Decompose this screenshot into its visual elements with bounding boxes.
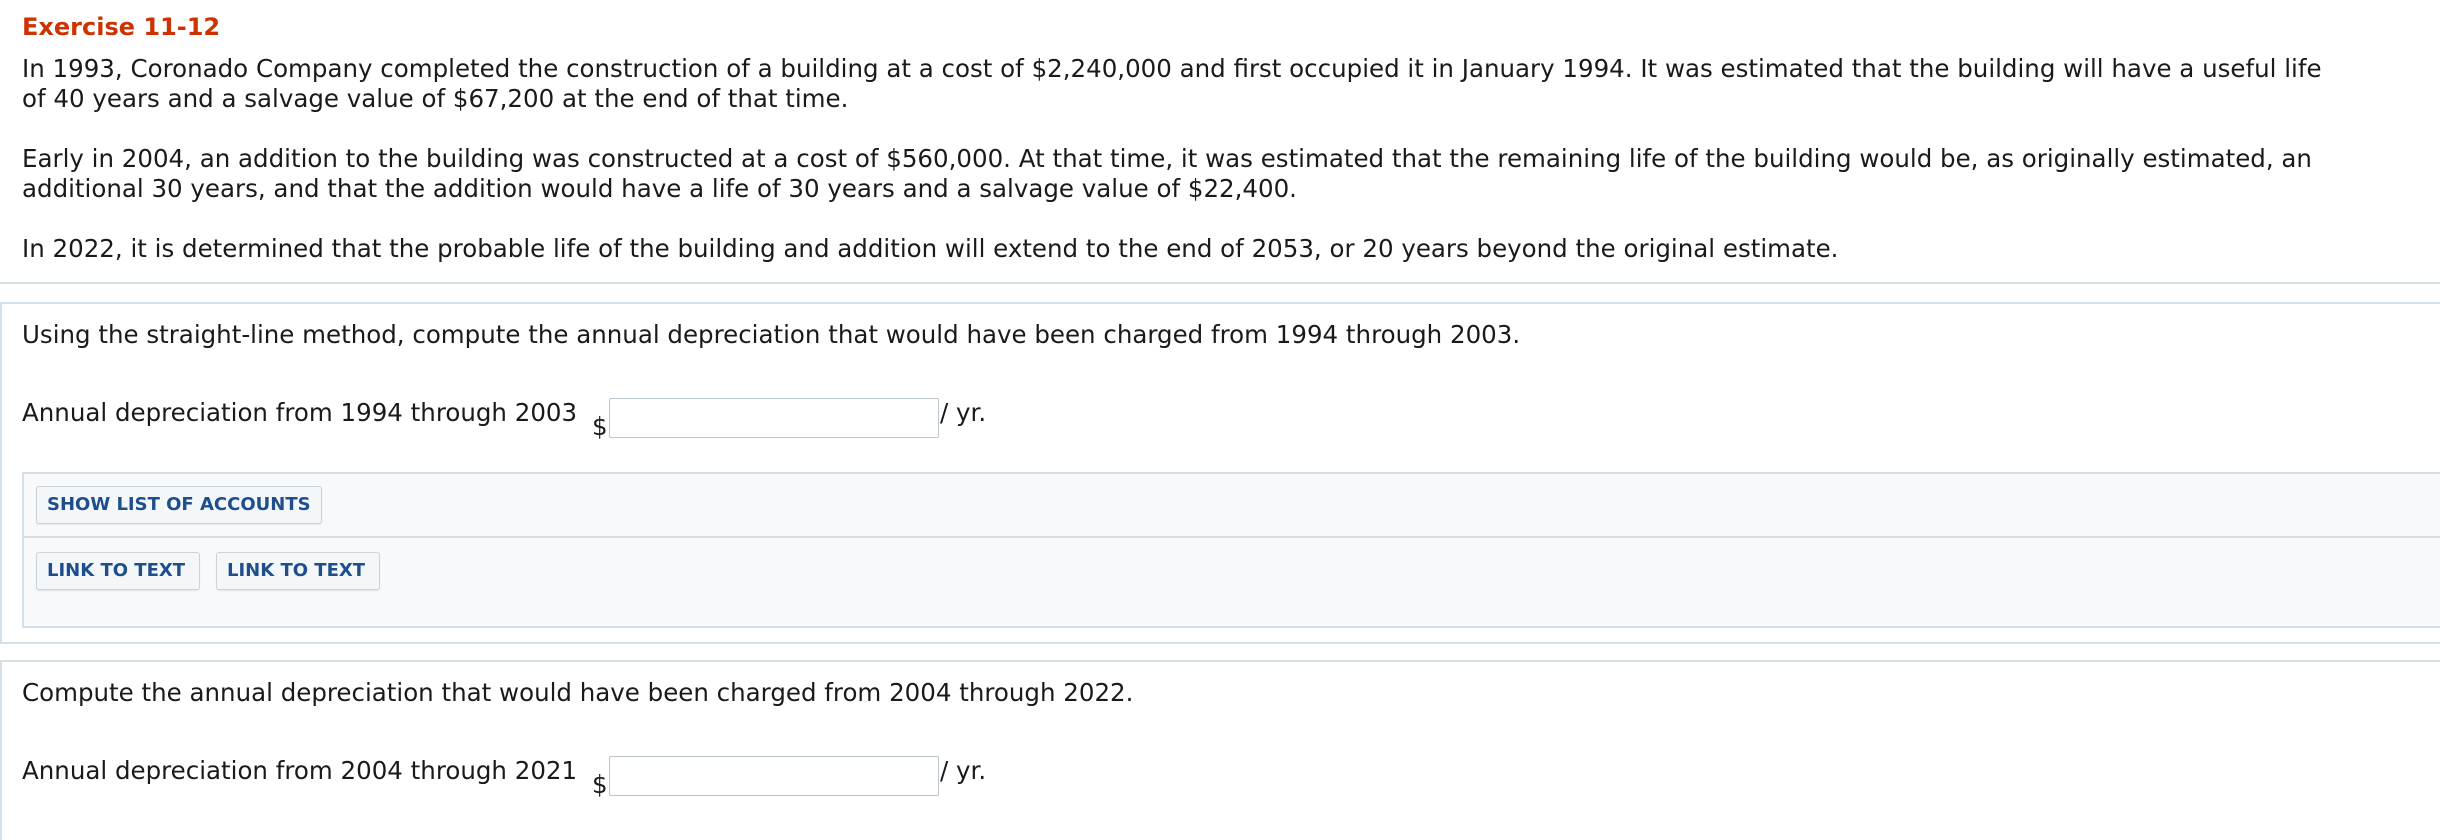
- currency-symbol: $: [592, 770, 608, 799]
- link-to-text-button[interactable]: LINK TO TEXT: [36, 552, 200, 590]
- paragraph-line: of 40 years and a salvage value of $67,200 at the end of that time.: [22, 84, 849, 113]
- intro-paragraph-building: [22, 54, 2322, 114]
- exercise-title: Exercise 11-12: [22, 13, 221, 41]
- question-part-2: [0, 660, 2440, 840]
- exercise-intro: [0, 0, 2440, 284]
- intro-paragraph-revision: [22, 234, 1838, 264]
- answer-label: Annual depreciation from 2004 through 2021: [22, 756, 578, 785]
- paragraph-line: In 1993, Coronado Company completed the construction of a building at a cost of $2,240,000 and first occupied it in January 1994. It was estimated that the building will have a useful life: [22, 54, 2322, 83]
- show-list-of-accounts-button[interactable]: SHOW LIST OF ACCOUNTS: [36, 486, 322, 524]
- question-text: Compute the annual depreciation that would have been charged from 2004 through 2022.: [22, 678, 1134, 707]
- question-text: Using the straight-line method, compute the annual depreciation that would have been charged from 1994 through 2003.: [22, 320, 1521, 349]
- answer-label: Annual depreciation from 1994 through 2003: [22, 398, 578, 427]
- question-part-1: [0, 302, 2440, 644]
- intro-paragraph-addition: [22, 144, 2312, 204]
- toolbar-divider: [24, 536, 2440, 538]
- resource-toolbar: [22, 472, 2440, 628]
- currency-symbol: $: [592, 412, 608, 441]
- annual-depreciation-1994-2003-input[interactable]: [609, 398, 939, 438]
- unit-label: / yr.: [940, 756, 987, 785]
- annual-depreciation-2004-2021-input[interactable]: [609, 756, 939, 796]
- paragraph-line: In 2022, it is determined that the probable life of the building and addition will extend to the end of 2053, or 20 years beyond the original estimate.: [22, 234, 1839, 263]
- unit-label: / yr.: [940, 398, 987, 427]
- paragraph-line: additional 30 years, and that the addition would have a life of 30 years and a salvage value of $22,400.: [22, 174, 1297, 203]
- link-to-text-button[interactable]: LINK TO TEXT: [216, 552, 380, 590]
- paragraph-line: Early in 2004, an addition to the building was constructed at a cost of $560,000. At that time, it was estimated that the remaining life of the building would be, as originally estimated, an: [22, 144, 2312, 173]
